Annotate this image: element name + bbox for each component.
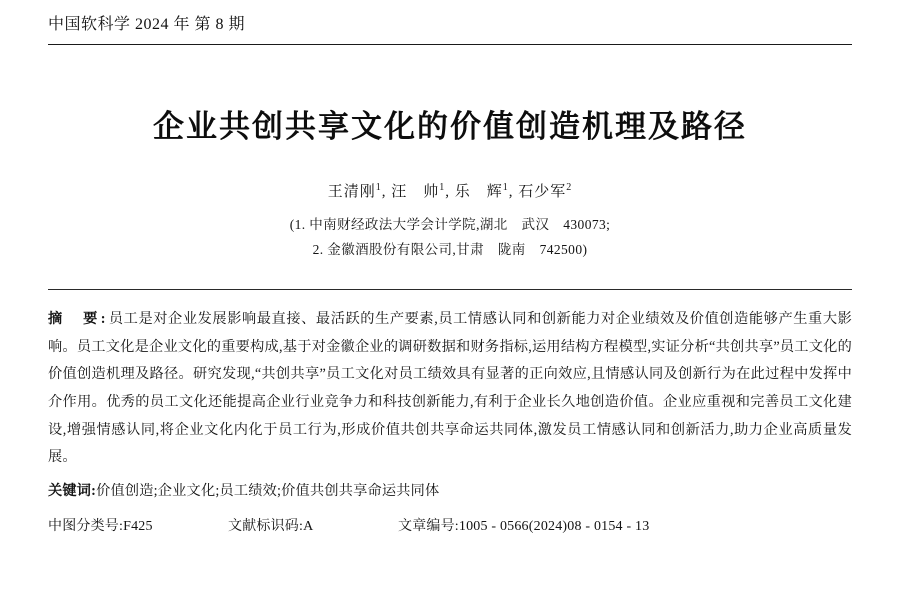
- article-meta: [48, 515, 852, 535]
- article-id-value: 1005 - 0566(2024)08 - 0154 - 13: [458, 519, 650, 535]
- author-name: 王清刚: [327, 184, 376, 200]
- author-separator: ,: [445, 184, 450, 200]
- author-affiliation-marker: 2: [566, 182, 573, 193]
- keywords: [48, 478, 852, 505]
- clc-value: F425: [123, 519, 153, 535]
- clc-number: [48, 515, 228, 535]
- author-name: 汪 帅: [391, 184, 440, 200]
- author-separator: ,: [381, 184, 387, 200]
- abstract-divider: [48, 289, 852, 290]
- running-head: 中国软科学 2024 年 第 8 期: [48, 16, 246, 33]
- page-title: 企业共创共享文化的价值创造机理及路径: [153, 109, 747, 145]
- author-list: [48, 180, 852, 201]
- abstract: [48, 306, 852, 472]
- document-code-value: A: [303, 519, 314, 535]
- affiliation-line: (1. 中南财经政法大学会计学院,湖北 武汉 430073;: [289, 217, 611, 232]
- author-name: 乐 辉: [454, 184, 503, 200]
- keywords-text: 价值创造;企业文化;员工绩效;价值共创共享命运共同体: [96, 483, 440, 500]
- author-affiliation-marker: 1: [375, 182, 382, 193]
- keywords-label: 关键词:: [48, 483, 97, 500]
- author-name: 石少军: [518, 184, 567, 200]
- author-separator: ,: [508, 184, 514, 200]
- affiliations: [48, 213, 852, 263]
- affiliation-line: 2. 金徽酒股份有限公司,甘肃 陇南 742500): [312, 241, 588, 257]
- article-id: [398, 515, 852, 535]
- abstract-label: 摘 要:: [48, 310, 109, 327]
- clc-label: 中图分类号:: [48, 519, 124, 535]
- document-code-label: 文献标识码:: [228, 519, 304, 535]
- author-affiliation-marker: 1: [502, 182, 509, 193]
- author-affiliation-marker: 1: [439, 182, 446, 193]
- article-id-label: 文章编号:: [398, 519, 459, 535]
- abstract-text: 员工是对企业发展影响最直接、最活跃的生产要素,员工情感认同和创新能力对企业绩效及价值创造能够产生重大影响。员工文化是企业文化的重要构成,基于对金徽企业的调研数据和财务指标,运用结构方程模型,实证分析“共创共享”员工文化的价值创造机理及路径。研究发现,“共创共享”员工文化对员工绩效具有显著的正向效应,且情感认同及创新行为在此过程中发挥中介作用。优秀的员工文化还能提高企业行业竞争力和科技创新能力,有利于企业长久地创造价值。企业应重视和完善员工文化建设,增强情感认同,将企业文化内化于员工行为,形成价值共创共享命运共同体,激发员工情感认同和创新活力,助力企业高质量发展。: [48, 310, 852, 466]
- document-code: [228, 515, 398, 535]
- header-divider: [48, 44, 852, 45]
